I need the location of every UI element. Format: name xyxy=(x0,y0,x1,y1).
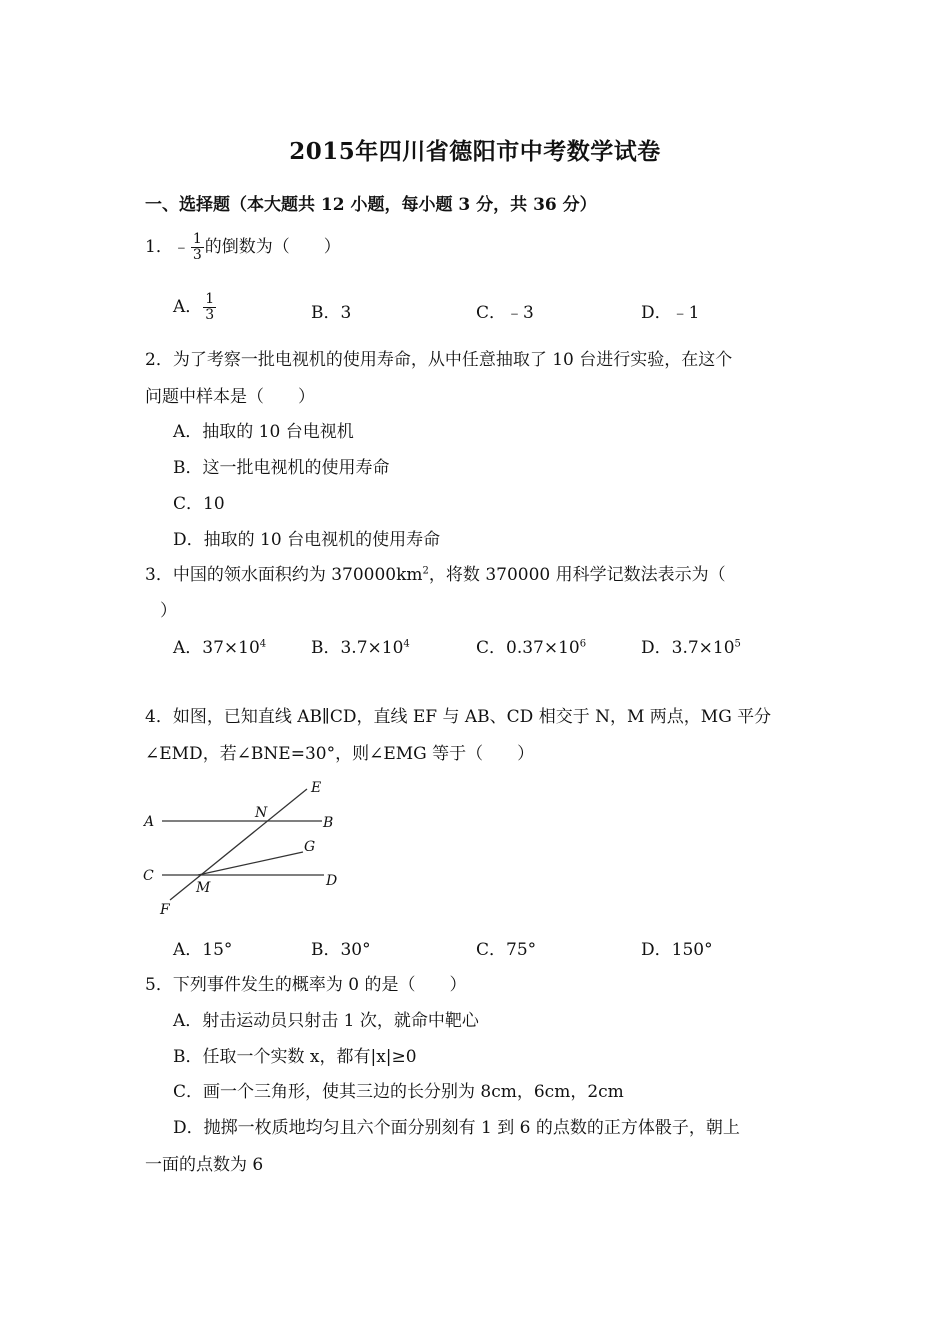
point-label-e: E xyxy=(311,780,322,796)
q2-option-d: D．抽取的 10 台电视机的使用寿命 xyxy=(173,530,441,550)
q1-option-c: C．﹣3 xyxy=(476,303,534,323)
point-label-f: F xyxy=(160,902,170,918)
q3-option-c xyxy=(476,633,586,658)
option-c-base: C．0.37×10 xyxy=(476,638,580,658)
fraction-numerator: 1 xyxy=(205,291,215,307)
question-3-text-b: ，将数 370000 用科学记数法表示为（ xyxy=(428,565,726,585)
question-3-text-a: 3．中国的领水面积约为 370000km xyxy=(145,565,423,585)
q5-option-b: B．任取一个实数 x，都有|x|≥0 xyxy=(173,1047,417,1067)
option-a-label: A． xyxy=(173,297,203,317)
point-label-c: C xyxy=(143,868,154,884)
line-ef xyxy=(170,789,307,900)
section-heading: 一、选择题（本大题共 12 小题，每小题 3 分，共 36 分） xyxy=(145,195,597,215)
question-2-line-1: 2．为了考察一批电视机的使用寿命，从中任意抽取了 10 台进行实验，在这个 xyxy=(145,350,733,370)
question-1 xyxy=(145,232,341,263)
superscript: 2 xyxy=(422,565,429,577)
option-a-fraction xyxy=(203,292,216,323)
question-3-line-2: ） xyxy=(160,601,177,621)
q2-option-b: B．这一批电视机的使用寿命 xyxy=(173,458,390,478)
q5-option-d-line-2: 一面的点数为 6 xyxy=(145,1155,264,1175)
exponent: 5 xyxy=(734,638,741,650)
q1-option-a xyxy=(173,292,217,323)
q5-option-c: C．画一个三角形，使其三边的长分别为 8cm，6cm，2cm xyxy=(173,1082,624,1102)
option-b-base: B．3.7×10 xyxy=(311,638,404,658)
q3-option-b xyxy=(311,633,410,658)
question-4-line-1: 4．如图，已知直线 AB∥CD，直线 EF 与 AB、CD 相交于 N，M 两点，MG 平分 xyxy=(145,707,772,727)
q5-option-d-line-1: D．抛掷一枚质地均匀且六个面分别刻有 1 到 6 的点数的正方体骰子，朝上 xyxy=(173,1118,740,1138)
page-title: 2015年四川省德阳市中考数学试卷 xyxy=(289,138,661,165)
question-5-line-1: 5．下列事件发生的概率为 0 的是（ ） xyxy=(145,975,467,995)
question-2-line-2: 问题中样本是（ ） xyxy=(145,387,315,407)
option-a-base: A．37×10 xyxy=(173,638,260,658)
question-4-line-2: ∠EMD，若∠BNE=30°，则∠EMG 等于（ ） xyxy=(145,744,535,764)
exponent: 4 xyxy=(259,638,267,650)
point-label-a: A xyxy=(144,814,155,830)
point-label-m: M xyxy=(196,880,211,896)
question-1-negative-sign: ﹣ xyxy=(172,237,190,257)
q2-option-a: A．抽取的 10 台电视机 xyxy=(173,422,354,442)
question-1-fraction xyxy=(191,232,204,263)
q2-option-c: C．10 xyxy=(173,494,225,514)
point-label-n: N xyxy=(255,805,268,821)
option-d-base: D．3.7×10 xyxy=(641,638,735,658)
q4-option-d: D．150° xyxy=(641,940,713,960)
ray-mg xyxy=(198,852,303,875)
question-1-text: 的倒数为（ ） xyxy=(204,237,341,257)
point-label-g: G xyxy=(304,839,316,855)
q3-option-d xyxy=(641,633,741,658)
fraction-denominator: 3 xyxy=(205,307,215,323)
question-1-number: 1． xyxy=(145,237,173,257)
exponent: 6 xyxy=(579,638,587,650)
q1-option-b: B．3 xyxy=(311,303,352,323)
q4-option-a: A．15° xyxy=(173,940,233,960)
q3-option-a xyxy=(173,633,266,658)
point-label-b: B xyxy=(323,815,334,831)
fraction-denominator: 3 xyxy=(192,247,202,263)
geometry-figure xyxy=(135,772,355,922)
q4-option-c: C．75° xyxy=(476,940,537,960)
q1-option-d: D．﹣1 xyxy=(641,303,700,323)
q5-option-a: A．射击运动员只射击 1 次，就命中靶心 xyxy=(173,1011,479,1031)
q4-option-b: B．30° xyxy=(311,940,371,960)
exponent: 4 xyxy=(403,638,410,650)
fraction-numerator: 1 xyxy=(192,231,202,247)
question-3-line-1 xyxy=(145,560,726,585)
point-label-d: D xyxy=(326,873,338,889)
